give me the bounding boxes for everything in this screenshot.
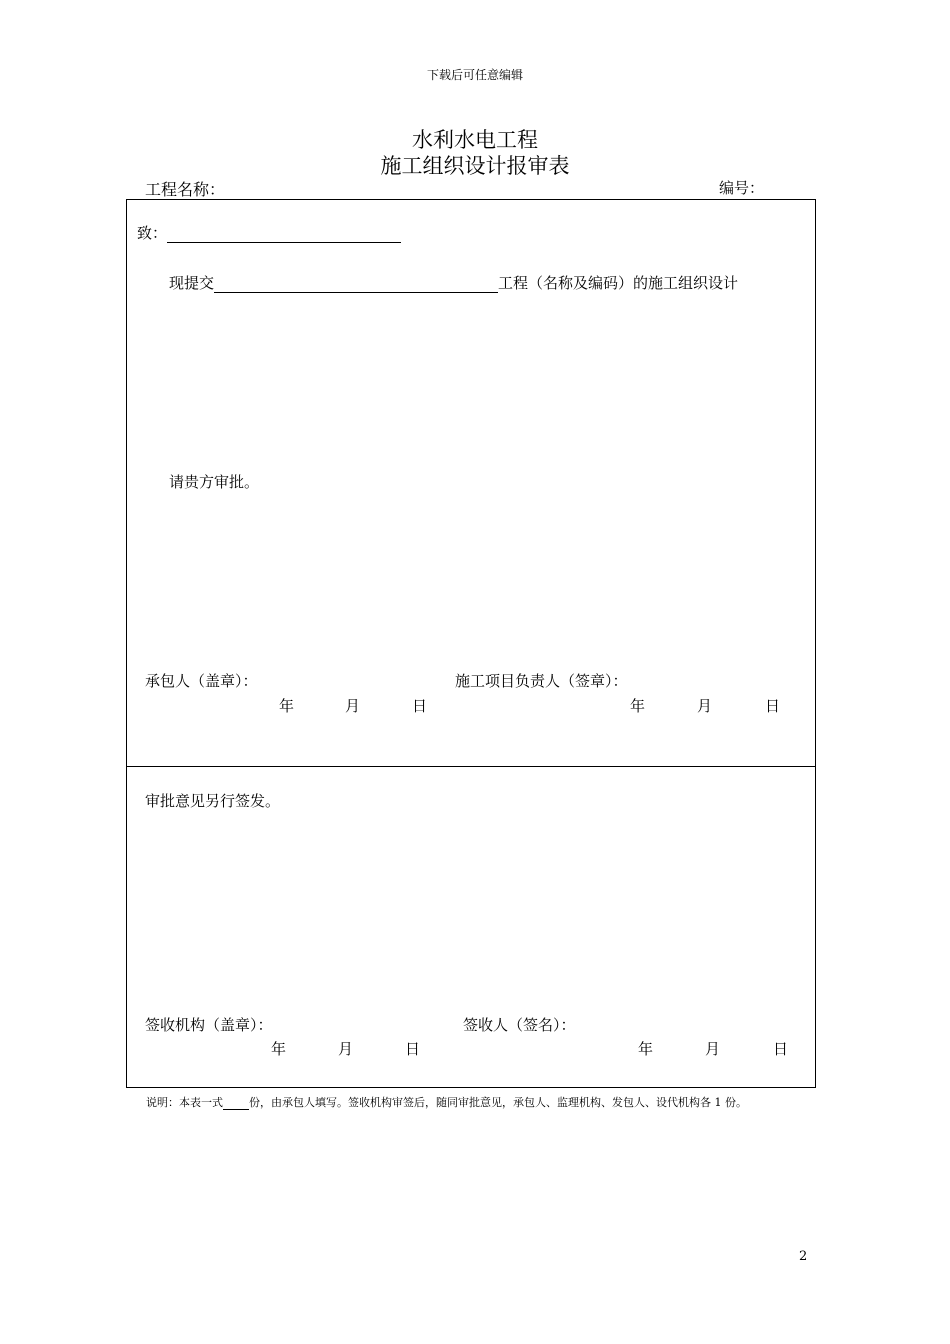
- submit-suffix: 工程（名称及编码）的施工组织设计: [498, 274, 739, 292]
- receiver-label: 签收人（签名）：: [463, 1016, 576, 1034]
- org-month: 月: [338, 1040, 354, 1058]
- contractor-month: 月: [345, 697, 361, 715]
- project-name-label: 工程名称：: [145, 180, 226, 199]
- form-title-line1: 水利水电工程: [412, 128, 538, 152]
- receiving-org-label: 签收机构（盖章）：: [145, 1016, 273, 1034]
- submit-line: [169, 272, 738, 293]
- receiver-day: 日: [773, 1040, 789, 1058]
- org-year: 年: [271, 1040, 287, 1058]
- to-label: 致：: [137, 224, 168, 242]
- to-line: [137, 222, 401, 243]
- receiver-month: 月: [705, 1040, 721, 1058]
- copies-blank[interactable]: [223, 1097, 249, 1110]
- receiver-year: 年: [638, 1040, 654, 1058]
- manager-day: 日: [765, 697, 781, 715]
- contractor-label: 承包人（盖章）：: [145, 672, 258, 690]
- contractor-day: 日: [412, 697, 428, 715]
- org-day: 日: [405, 1040, 421, 1058]
- to-blank[interactable]: [167, 226, 401, 243]
- footnote-prefix: 说明：本表一式: [146, 1096, 223, 1109]
- approval-request: 请贵方审批。: [169, 473, 260, 491]
- footnote: [146, 1094, 747, 1110]
- page-number: 2: [799, 1249, 808, 1264]
- approval-opinion: 审批意见另行签发。: [145, 792, 281, 810]
- contractor-year: 年: [279, 697, 295, 715]
- header-note: 下载后可任意编辑: [426, 68, 523, 82]
- form-title-line2: 施工组织设计报审表: [380, 154, 570, 178]
- manager-year: 年: [630, 697, 646, 715]
- project-blank[interactable]: [214, 276, 498, 293]
- form-frame: [126, 199, 816, 1088]
- footnote-suffix: 份，由承包人填写。签收机构审签后，随同审批意见，承包人、监理机构、发包人、设代机构各 1 份。: [249, 1096, 747, 1109]
- section-divider: [127, 766, 815, 767]
- manager-month: 月: [697, 697, 713, 715]
- code-label: 编号：: [719, 179, 765, 197]
- submit-prefix: 现提交: [169, 274, 215, 292]
- project-manager-label: 施工项目负责人（签章）：: [455, 672, 628, 690]
